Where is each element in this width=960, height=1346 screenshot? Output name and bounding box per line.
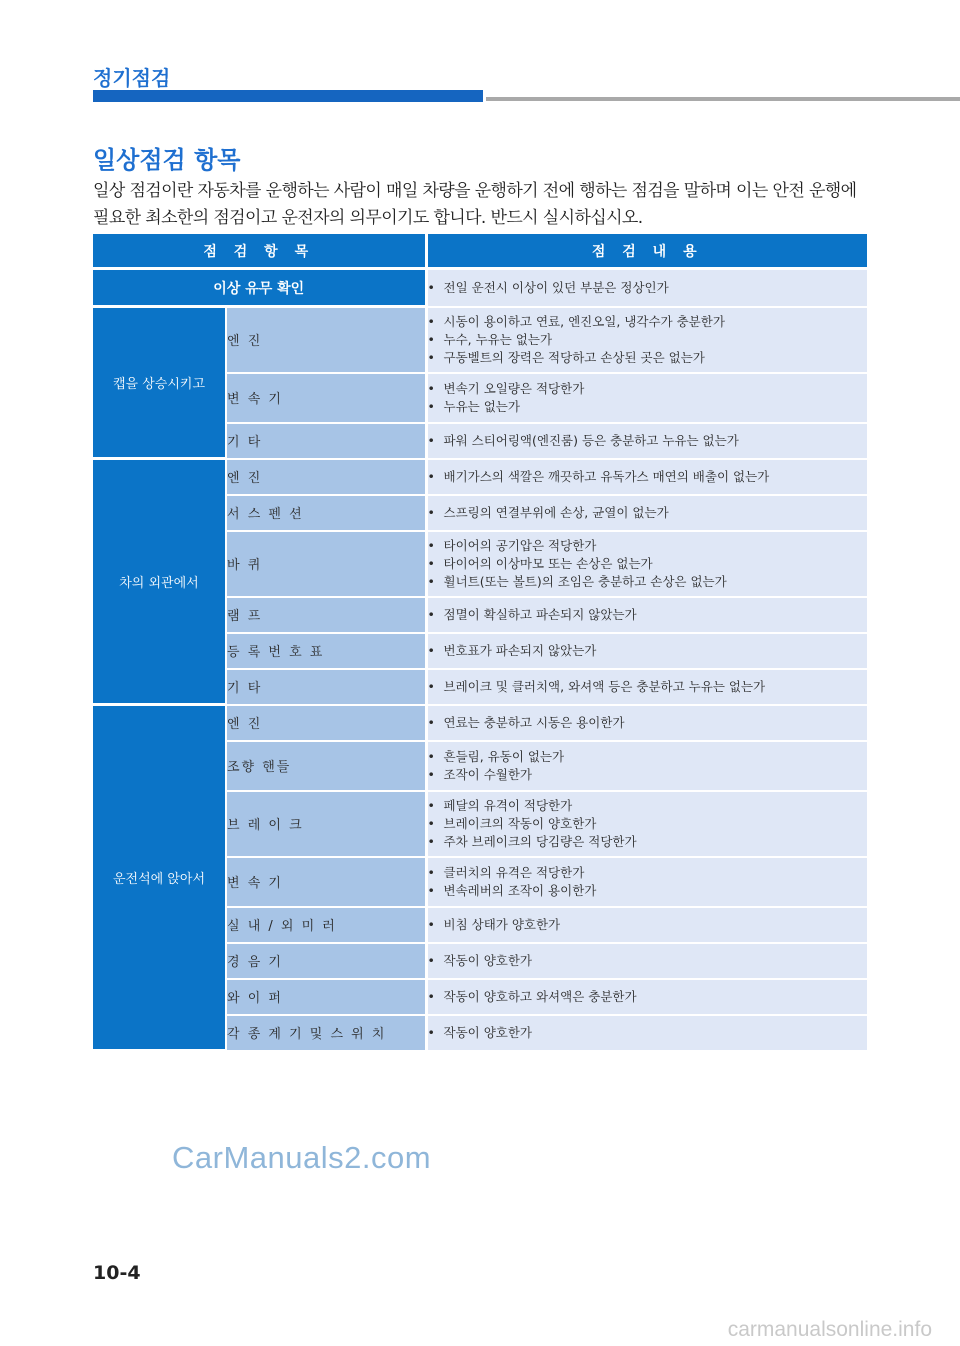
check-content (426, 495, 867, 531)
check-content-line: • 타이어의 공기압은 적당한가 (428, 537, 868, 555)
check-content-line: • 흔들림, 유동이 없는가 (428, 748, 868, 766)
check-content (426, 531, 867, 597)
check-content (426, 633, 867, 669)
column-header-item: 점 검 항 목 (93, 234, 426, 269)
check-item: 등 록 번 호 표 (226, 633, 426, 669)
table-row (93, 705, 867, 741)
check-item: 경 음 기 (226, 943, 426, 979)
check-content (426, 459, 867, 495)
table-row (93, 307, 867, 373)
category-cell: 캡을 상승시키고 (93, 307, 226, 459)
check-item: 기 타 (226, 669, 426, 705)
check-content-line: • 배기가스의 색깔은 깨끗하고 유독가스 매연의 배출이 없는가 (428, 468, 868, 486)
check-content-line: • 브레이크 및 클러치액, 와셔액 등은 충분하고 누유는 없는가 (428, 678, 868, 696)
column-header-content: 점 검 내 용 (426, 234, 867, 269)
check-content (426, 943, 867, 979)
check-item: 조향 핸들 (226, 741, 426, 791)
check-item: 엔 진 (226, 307, 426, 373)
check-item: 변 속 기 (226, 373, 426, 423)
section-label: 정기점검 (93, 66, 171, 90)
check-content (426, 307, 867, 373)
check-content-line: • 작동이 양호한가 (428, 952, 868, 970)
inspection-table (93, 234, 867, 1052)
table-row (93, 459, 867, 495)
check-content-line: • 주차 브레이크의 당김량은 적당한가 (428, 833, 868, 851)
check-content-line: • 작동이 양호한가 (428, 1024, 868, 1042)
check-content (426, 373, 867, 423)
check-content (426, 423, 867, 459)
header-rule (486, 97, 960, 101)
check-content (426, 979, 867, 1015)
check-content-line: • 조작이 수월한가 (428, 766, 868, 784)
check-item: 변 속 기 (226, 857, 426, 907)
check-content (426, 907, 867, 943)
check-content (426, 269, 867, 307)
check-content-line: • 구동벨트의 장력은 적당하고 손상된 곳은 없는가 (428, 349, 868, 367)
check-content-line: • 연료는 충분하고 시동은 용이한가 (428, 714, 868, 732)
check-content (426, 705, 867, 741)
table-body (93, 269, 867, 1051)
page-number: 10-4 (93, 1262, 141, 1284)
check-content-line: • 비침 상태가 양호한가 (428, 916, 868, 934)
check-content-line: • 전일 운전시 이상이 있던 부분은 정상인가 (428, 279, 868, 297)
check-content-line: • 파워 스티어링액(엔진룸) 등은 충분하고 누유는 없는가 (428, 432, 868, 450)
check-content-line: • 작동이 양호하고 와셔액은 충분한가 (428, 988, 868, 1006)
page-heading: 일상점검 항목 (93, 146, 241, 174)
check-content-line: • 브레이크의 작동이 양호한가 (428, 815, 868, 833)
check-item: 와 이 퍼 (226, 979, 426, 1015)
category-cell: 차의 외관에서 (93, 459, 226, 705)
intro-paragraph: 일상 점검이란 자동차를 운행하는 사람이 매일 차량을 운행하기 전에 행하는 점검을 말하며 이는 안전 운행에 필요한 최소한의 점검이고 운전자의 의무이기도 합니다. 반드시 실시하십시오. (93, 181, 857, 228)
check-content-line: • 타이어의 이상마모 또는 손상은 없는가 (428, 555, 868, 573)
watermark: CarManuals2.com (172, 1140, 432, 1175)
check-item: 실 내 / 외 미 러 (226, 907, 426, 943)
check-item: 바 퀴 (226, 531, 426, 597)
check-item: 기 타 (226, 423, 426, 459)
check-content-line: • 누수, 누유는 없는가 (428, 331, 868, 349)
check-content-line: • 페달의 유격이 적당한가 (428, 797, 868, 815)
check-content (426, 857, 867, 907)
check-item: 램 프 (226, 597, 426, 633)
table-row (93, 269, 867, 307)
check-item: 엔 진 (226, 705, 426, 741)
check-content-line: • 스프링의 연결부위에 손상, 균열이 없는가 (428, 504, 868, 522)
check-content (426, 741, 867, 791)
category-cell: 운전석에 앉아서 (93, 705, 226, 1051)
check-content (426, 669, 867, 705)
check-item: 각 종 계 기 및 스 위 치 (226, 1015, 426, 1051)
check-item: 엔 진 (226, 459, 426, 495)
header-rule-accent (93, 90, 483, 102)
check-content-line: • 누유는 없는가 (428, 398, 868, 416)
check-content-line: • 변속레버의 조작이 용이한가 (428, 882, 868, 900)
check-content-line: • 클러치의 유격은 적당한가 (428, 864, 868, 882)
check-content (426, 1015, 867, 1051)
check-content (426, 791, 867, 857)
check-content-line: • 번호표가 파손되지 않았는가 (428, 642, 868, 660)
check-content-line: • 휠너트(또는 볼트)의 조임은 충분하고 손상은 없는가 (428, 573, 868, 591)
check-content (426, 597, 867, 633)
check-content-line: • 시동이 용이하고 연료, 엔진오일, 냉각수가 충분한가 (428, 313, 868, 331)
check-item: 서 스 펜 션 (226, 495, 426, 531)
check-content-line: • 변속기 오일량은 적당한가 (428, 380, 868, 398)
check-item: 브 레 이 크 (226, 791, 426, 857)
footer-url: carmanualsonline.info (727, 1318, 932, 1341)
check-content-line: • 점멸이 확실하고 파손되지 않았는가 (428, 606, 868, 624)
check-item-anomaly: 이상 유무 확인 (93, 269, 426, 307)
